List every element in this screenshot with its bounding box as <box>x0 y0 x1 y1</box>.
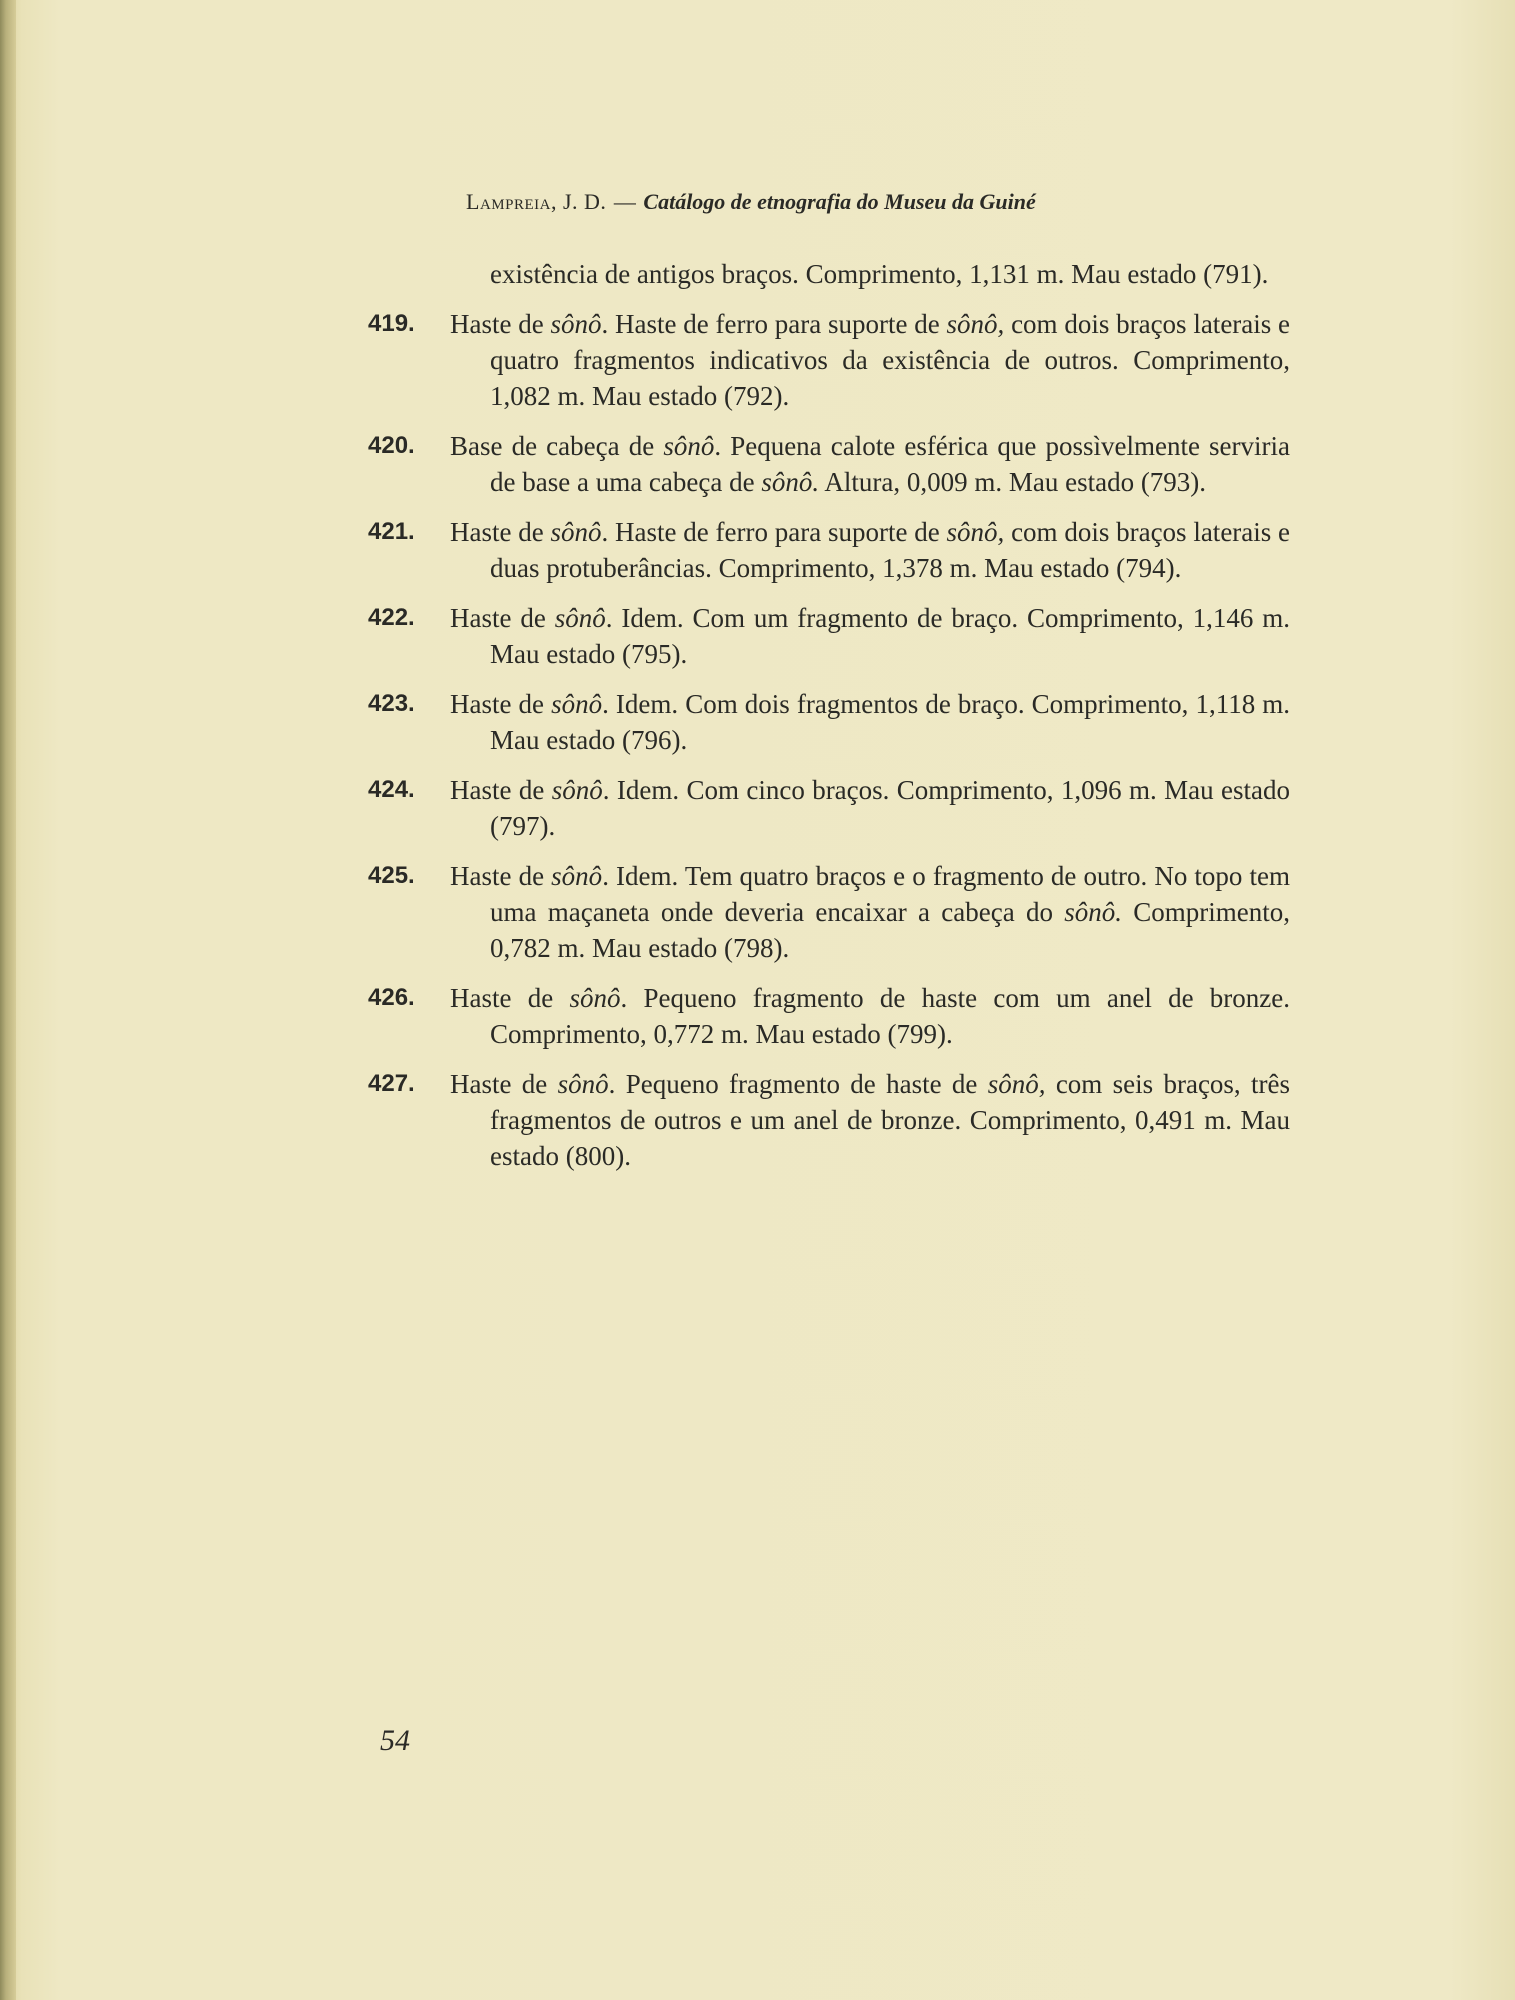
catalog-entry <box>360 1066 1290 1174</box>
entry-term: sônô <box>554 603 606 633</box>
entry-name: Haste de <box>450 689 545 719</box>
entry-term-b: sônô, <box>946 309 1005 339</box>
entry-text-b: Altura, 0,009 m. Mau estado (793). <box>824 467 1207 497</box>
catalog-entry <box>360 600 1290 672</box>
entry-name: Haste de <box>450 309 544 339</box>
running-header <box>466 186 1226 218</box>
entry-number: 423. <box>368 690 415 717</box>
entry-number: 422. <box>368 604 415 631</box>
catalog-entries <box>360 256 1290 1188</box>
entry-number: 425. <box>368 862 415 889</box>
entry-number: 419. <box>368 310 415 337</box>
entry-text: . Haste de ferro para suporte de <box>601 309 940 339</box>
entry-number: 421. <box>368 518 415 545</box>
continuation-entry <box>360 256 1290 292</box>
entry-name: Haste de <box>450 1069 548 1099</box>
entry-text: . Haste de ferro para suporte de <box>601 517 940 547</box>
entry-text-b: com dois braços laterais e quatro fragmentos indicativos da existência de outros. Comprimento, 1,082 m. Mau estado (792). <box>490 309 1291 411</box>
entry-number: 426. <box>368 984 415 1011</box>
entry-number: 424. <box>368 776 415 803</box>
entry-term: sônô <box>663 431 715 461</box>
catalog-entry <box>360 772 1290 844</box>
catalog-entry <box>360 858 1290 966</box>
entry-term: sônô <box>551 689 603 719</box>
entry-term-b: sônô. <box>1064 897 1122 927</box>
entry-term: sônô <box>550 517 602 547</box>
page-number: 54 <box>380 1724 410 1757</box>
entry-term-b: sônô. <box>761 467 820 497</box>
catalog-entry <box>360 306 1290 414</box>
entry-text: . Pequena calote esférica que possìvelmente serviria de base a uma cabeça de <box>490 431 1290 497</box>
entry-name: Haste de <box>450 603 546 633</box>
header-author: Lampreia, J. D. <box>466 189 607 214</box>
entry-number: 427. <box>368 1070 415 1097</box>
entry-name: Haste de <box>450 517 544 547</box>
entry-term: sônô <box>550 309 602 339</box>
continuation-text: existência de antigos braços. Comprimento, 1,131 m. Mau estado (791). <box>490 259 1269 289</box>
catalog-entry <box>360 428 1290 500</box>
entry-term: sônô <box>557 1069 609 1099</box>
entry-text: . Pequeno fragmento de haste de <box>608 1069 978 1099</box>
entry-text-b: Comprimento, 0,782 m. Mau estado (798). <box>490 897 1291 963</box>
entry-term-b: sônô, <box>987 1069 1046 1099</box>
header-separator: — <box>613 189 636 214</box>
entry-term: sônô <box>551 775 603 805</box>
entry-text-b: com seis braços, três fragmentos de outros e um anel de bronze. Comprimento, 0,491 m. Mau estado (800). <box>490 1069 1290 1171</box>
catalog-entry <box>360 686 1290 758</box>
catalog-entry <box>360 514 1290 586</box>
entry-text: . Idem. Tem quatro braços e o fragmento de outro. No topo tem uma maçaneta onde deveria encaixar a cabeça do <box>490 861 1291 927</box>
entry-term: sônô <box>569 983 621 1013</box>
entry-text: . Idem. Com dois fragmentos de braço. Comprimento, 1,118 m. Mau estado (796). <box>490 689 1291 755</box>
entry-text: . Pequeno fragmento de haste com um anel de bronze. Comprimento, 0,772 m. Mau estado (799). <box>490 983 1291 1049</box>
entry-term-b: sônô, <box>946 517 1005 547</box>
entry-text-b: com dois braços laterais e duas protuberâncias. Comprimento, 1,378 m. Mau estado (794). <box>490 517 1291 583</box>
catalog-entry <box>360 980 1290 1052</box>
entry-name: Haste de <box>450 983 554 1013</box>
entry-name: Haste de <box>450 775 545 805</box>
entry-text: . Idem. Com cinco braços. Comprimento, 1,096 m. Mau estado (797). <box>490 775 1290 841</box>
entry-name: Base de cabeça de <box>450 431 655 461</box>
entry-name: Haste de <box>450 861 545 891</box>
entry-term: sônô <box>551 861 603 891</box>
header-title: Catálogo de etnografia do Museu da Guiné <box>643 189 1036 214</box>
entry-number: 420. <box>368 432 415 459</box>
entry-text: . Idem. Com um fragmento de braço. Comprimento, 1,146 m. Mau estado (795). <box>490 603 1290 669</box>
book-spine-edge <box>0 0 16 2000</box>
